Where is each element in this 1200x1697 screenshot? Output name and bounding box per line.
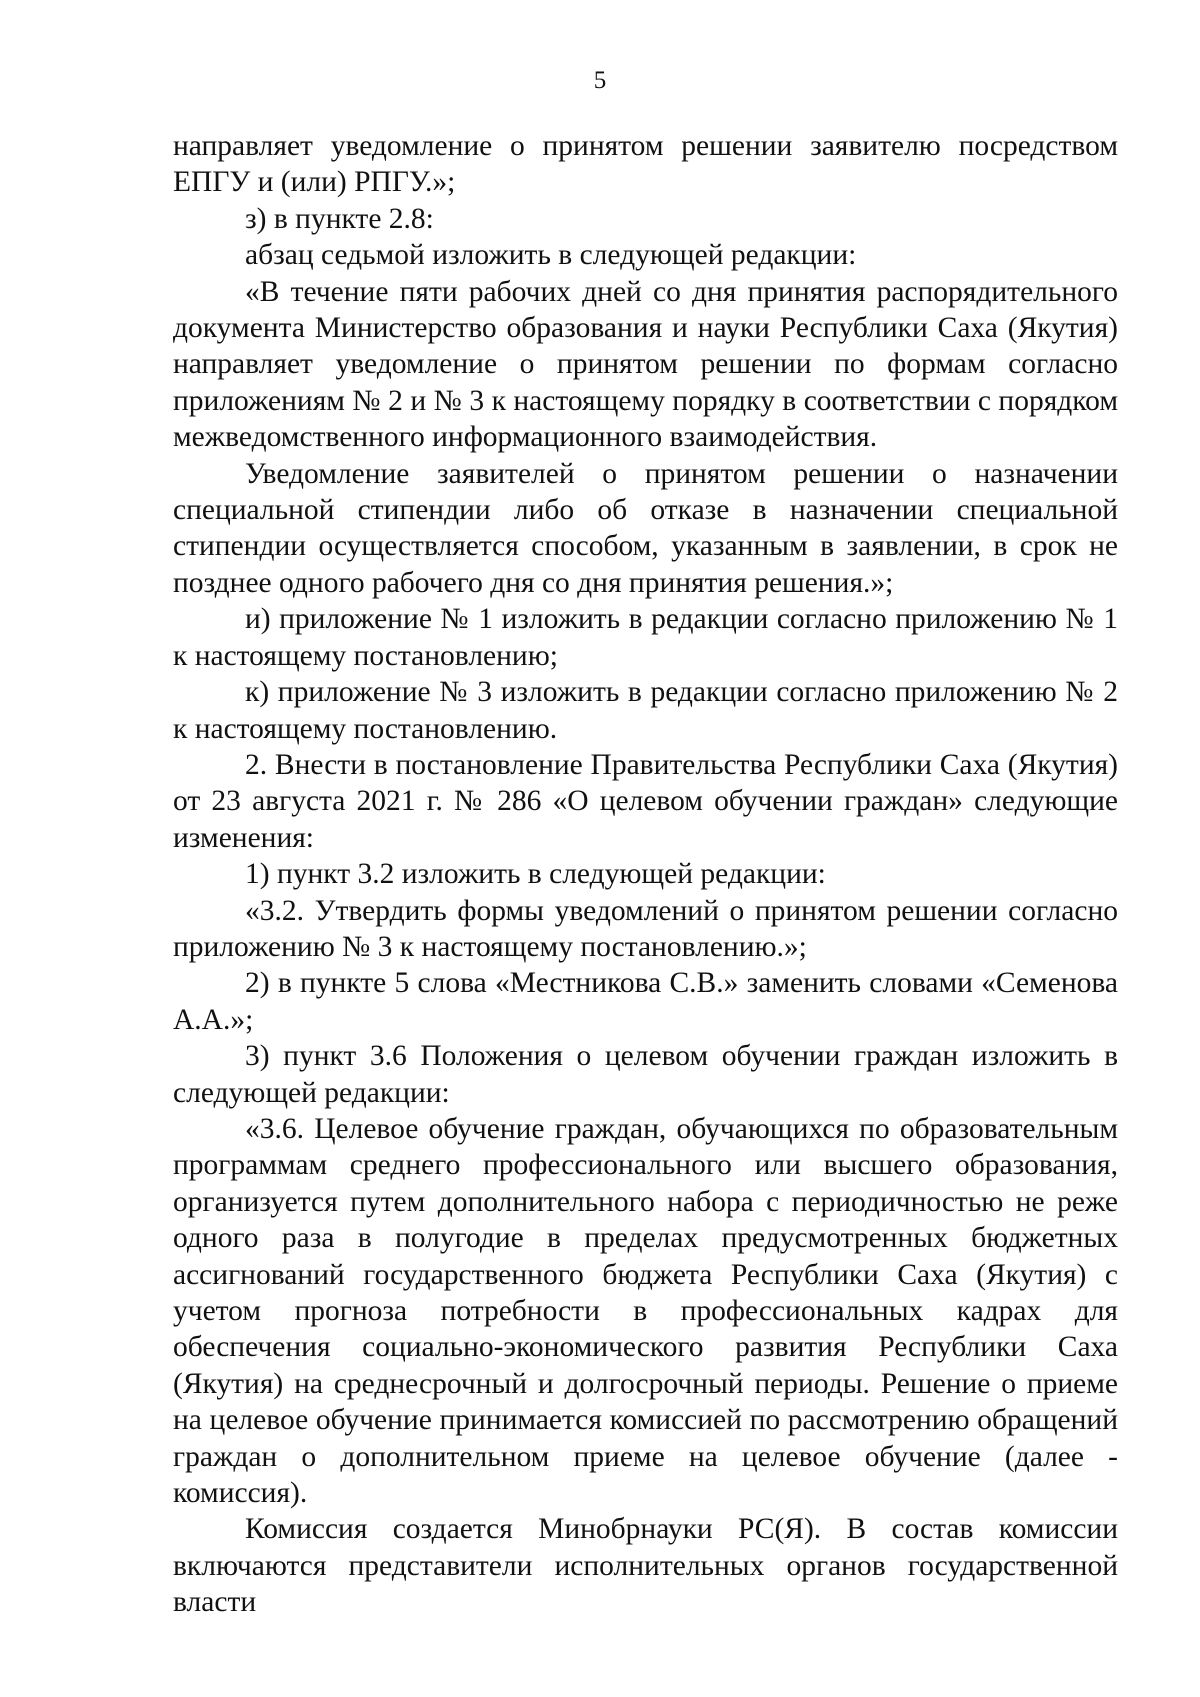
- paragraph: 2) в пункте 5 слова «Местникова С.В.» заменить словами «Семенова А.А.»;: [173, 967, 1118, 1036]
- paragraph: «В течение пяти рабочих дней со дня принятия распорядительного документа Министерство образования и науки Республики Саха (Якутия) направляет уведомление о принятом решении по формам согласно приложениям № 2 и № 3 к настоящему порядку в соответствии с порядком межведомственного информационного взаимодействия.: [173, 275, 1118, 454]
- paragraph: направляет уведомление о принятом решении заявителю посредством ЕПГУ и (или) РПГУ.»;: [173, 130, 1118, 199]
- paragraph: и) приложение № 1 изложить в редакции согласно приложению № 1 к настоящему постановлению;: [173, 603, 1118, 672]
- paragraph: «3.6. Целевое обучение граждан, обучающихся по образовательным программам среднего профессионального или высшего образования, организуется путем дополнительного набора с периодичностью не реже одного раза в полугодие в пределах предусмотренных бюджетных ассигнований государственного бюджета Республики Саха (Якутия) с учетом прогноза потребности в профессиональных кадрах для обеспечения социально-экономического развития Республики Саха (Якутия) на среднесрочный и долгосрочный периоды. Решение о приеме на целевое обучение принимается комиссией по рассмотрению обращений граждан о дополнительном приеме на целевое обучение (далее - комиссия).: [173, 1112, 1118, 1510]
- paragraph: Комиссия создается Минобрнауки РС(Я). В состав комиссии включаются представители исполнительных органов государственной власти: [173, 1513, 1118, 1619]
- paragraph: 3) пункт 3.6 Положения о целевом обучении граждан изложить в следующей редакции:: [173, 1040, 1118, 1109]
- document-body: [173, 128, 1118, 1621]
- paragraph: 2. Внести в постановление Правительства Республики Саха (Якутия) от 23 августа 2021 г. № 286 «О целевом обучении граждан» следующие изменения:: [173, 748, 1118, 854]
- page-number: 5: [593, 67, 607, 94]
- paragraph: «3.2. Утвердить формы уведомлений о принятом решении согласно приложению № 3 к настоящему постановлению.»;: [173, 894, 1118, 963]
- paragraph: к) приложение № 3 изложить в редакции согласно приложению № 2 к настоящему постановлению.: [173, 676, 1118, 745]
- paragraph: 1) пункт 3.2 изложить в следующей редакции:: [245, 858, 826, 891]
- paragraph: Уведомление заявителей о принятом решении о назначении специальной стипендии либо об отказе в назначении специальной стипендии осуществляется способом, указанным в заявлении, в срок не позднее одного рабочего дня со дня принятия решения.»;: [173, 457, 1118, 599]
- paragraph: абзац седьмой изложить в следующей редакции:: [245, 239, 857, 272]
- paragraph: з) в пункте 2.8:: [245, 202, 434, 235]
